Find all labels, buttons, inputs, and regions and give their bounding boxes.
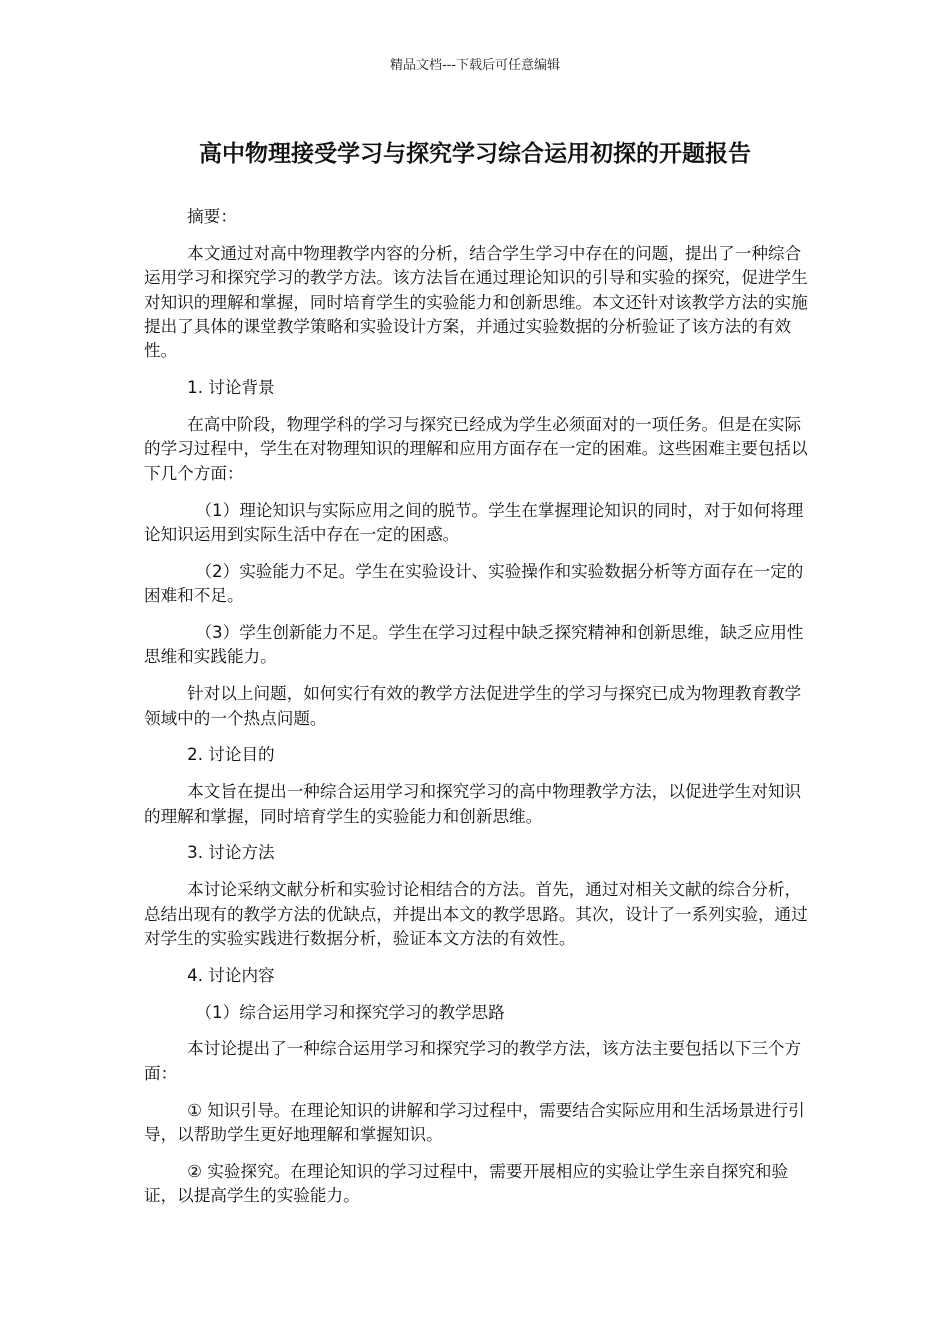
- document-body: [144, 205, 808, 1221]
- difficulty-item-3: （3）学生创新能力不足。学生在学习过程中缺乏探究精神和创新思维，缺乏应用性思维和实践能力。: [144, 623, 804, 667]
- section-heading-content: 4. 讨论内容: [187, 965, 275, 985]
- abstract-paragraph: 本文通过对高中物理教学内容的分析，结合学生学习中存在的问题，提出了一种综合运用学习和探究学习的教学方法。该方法旨在通过理论知识的引导和实验的探究，促进学生对知识的理解和掌握，同时培育学生的实验能力和创新思维。本文还针对该教学方法的实施提出了具体的课堂教学策略和实验设计方案，并通过实验数据的分析验证了该方法的有效性。: [144, 243, 808, 361]
- purpose-paragraph: 本文旨在提出一种综合运用学习和探究学习的高中物理教学方法，以促进学生对知识的理解和掌握，同时培育学生的实验能力和创新思维。: [144, 782, 802, 826]
- approach-item-1: ① 知识引导。在理论知识的讲解和学习过程中，需要结合实际应用和生活场景进行引导，以帮助学生更好地理解和掌握知识。: [144, 1100, 805, 1145]
- method-paragraph: 本讨论采纳文献分析和实验讨论相结合的方法。首先，通过对相关文献的综合分析，总结出现有的教学方法的优缺点，并提出本文的教学思路。其次，设计了一系列实验，通过对学生的实验实践进行数据分析，验证本文方法的有效性。: [144, 880, 808, 949]
- teaching-approach-paragraph: 本讨论提出了一种综合运用学习和探究学习的教学方法，该方法主要包括以下三个方面：: [144, 1039, 802, 1083]
- difficulty-item-2: （2）实验能力不足。学生在实验设计、实验操作和实验数据分析等方面存在一定的困难和不足。: [144, 561, 804, 606]
- background-paragraph: 在高中阶段，物理学科的学习与探究已经成为学生必须面对的一项任务。但是在实际的学习过程中，学生在对物理知识的理解和应用方面存在一定的困难。这些困难主要包括以下几个方面：: [144, 415, 808, 483]
- background-conclusion-paragraph: 针对以上问题，如何实行有效的教学方法促进学生的学习与探究已成为物理教育教学领域中的一个热点问题。: [144, 684, 802, 728]
- document-title: 高中物理接受学习与探究学习综合运用初探的开题报告: [199, 141, 751, 167]
- difficulty-item-1: （1）理论知识与实际应用之间的脱节。学生在掌握理论知识的同时，对于如何将理论知识运用到实际生活中存在一定的困惑。: [144, 500, 804, 545]
- section-heading-purpose: 2. 讨论目的: [187, 745, 275, 765]
- abstract-heading: 摘要：: [187, 207, 237, 226]
- header-note: 精品文档---下载后可任意编辑: [389, 58, 561, 73]
- section-heading-method: 3. 讨论方法: [187, 843, 275, 863]
- section-heading-background: 1. 讨论背景: [187, 378, 275, 398]
- subsection-heading-teaching-approach: （1）综合运用学习和探究学习的教学思路: [195, 1002, 505, 1022]
- approach-item-2: ② 实验探究。在理论知识的学习过程中，需要开展相应的实验让学生亲自探究和验证，以提高学生的实验能力。: [144, 1161, 789, 1206]
